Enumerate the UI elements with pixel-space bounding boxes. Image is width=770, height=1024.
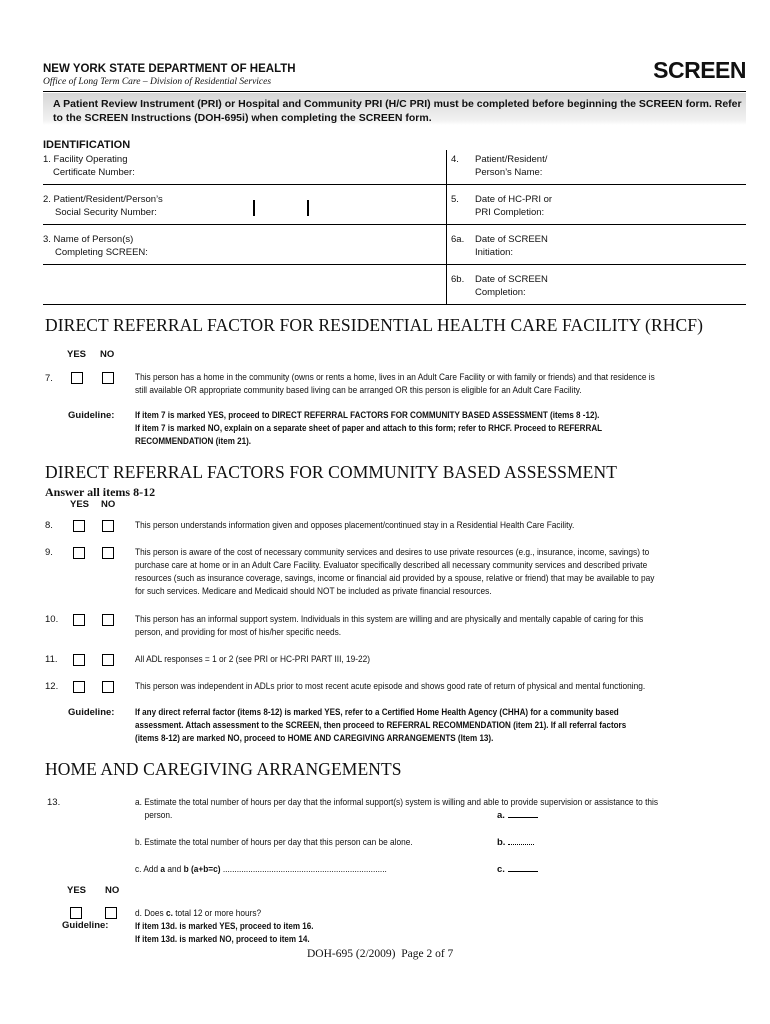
- field-6a-label-line-2: Initiation:: [475, 247, 514, 258]
- rhcf-guide-line-1: If item 7 is marked YES, proceed to DIRECT REFERRAL FACTORS FOR COMMUNITY BASED ASSESSMENT (items 8 -12).: [135, 410, 600, 421]
- item-10-yes-checkbox[interactable]: [73, 614, 85, 626]
- ssn-separator-1: [253, 200, 255, 216]
- item-13d-c: c.: [165, 908, 173, 919]
- ssn-separator-2: [307, 200, 309, 216]
- facility-operating-certificate-field[interactable]: [43, 153, 135, 179]
- header-divider: [43, 91, 746, 92]
- item-13d-yes-checkbox[interactable]: [70, 907, 82, 919]
- item-7-text: [135, 371, 655, 397]
- item-12-yes-checkbox[interactable]: [73, 681, 85, 693]
- field-4-number: 4.: [451, 154, 459, 165]
- item-13-number: 13.: [47, 797, 61, 808]
- item-13c-prefix: c. Add: [135, 864, 161, 875]
- cba-section-title: DIRECT REFERRAL FACTORS FOR COMMUNITY BASED ASSESSMENT: [45, 462, 617, 482]
- id-row-divider-2: [43, 224, 746, 225]
- item-9-no-checkbox[interactable]: [102, 547, 114, 559]
- item-9-line-2: purchase care at home or in an Adult Care Facility. Evaluator specifically described all necessary community services and described private: [135, 560, 648, 571]
- field-5-label-line-1: Date of HC-PRI or: [475, 194, 553, 205]
- rhcf-no-header: NO: [100, 349, 115, 360]
- item-13d-text: [135, 907, 261, 920]
- item-10-line-1: This person has an informal support system. Individuals in this system are willing and are physically and mentally capable of caring for this: [135, 614, 644, 625]
- field-5-label-line-2: PRI Completion:: [475, 207, 545, 218]
- field-1-label-line-2: Certificate Number:: [53, 167, 135, 178]
- cba-guide-line-3: (items 8-12) are marked NO, proceed to HOME AND CAREGIVING ARRANGEMENTS (Item 13).: [135, 733, 494, 744]
- item-13c-text: [135, 863, 387, 876]
- item-13a-answer-label: a.: [497, 810, 505, 821]
- field-3-label-line-2: Completing SCREEN:: [55, 247, 148, 258]
- field-6a-labels: [475, 233, 548, 259]
- cba-guideline-text: [135, 706, 626, 745]
- cba-no-header: NO: [101, 499, 116, 510]
- field-1-label-line-1: 1. Facility Operating: [43, 154, 128, 165]
- field-2-label-line-2: Social Security Number:: [55, 207, 157, 218]
- item-10-line-2: person, and providing for most of his/her specific needs.: [135, 627, 342, 638]
- notice-line-2: to the SCREEN Instructions (DOH-695i) when completing the SCREEN form.: [53, 112, 432, 124]
- item-13d-prefix: d. Does: [135, 908, 166, 919]
- home-guide-line-2: If item 13d. is marked NO, proceed to item 14.: [135, 934, 310, 945]
- field-6b-labels: [475, 273, 548, 299]
- item-7-yes-checkbox[interactable]: [71, 372, 83, 384]
- field-4-label-line-1: Patient/Resident/: [475, 154, 548, 165]
- item-10-no-checkbox[interactable]: [102, 614, 114, 626]
- item-11-no-checkbox[interactable]: [102, 654, 114, 666]
- patient-name-field[interactable]: [451, 153, 459, 166]
- item-8-number: 8.: [45, 520, 53, 531]
- rhcf-yes-header: YES: [67, 349, 87, 360]
- home-yes-header: YES: [67, 885, 87, 896]
- rhcf-section-title: DIRECT REFERRAL FACTOR FOR RESIDENTIAL HEALTH CARE FACILITY (RHCF): [45, 315, 704, 335]
- home-guide-line-1: If item 13d. is marked YES, proceed to item 16.: [135, 921, 314, 932]
- field-2-label-line-1: 2. Patient/Resident/Person’s: [43, 194, 163, 205]
- item-10-text: [135, 613, 643, 639]
- item-13c-dots: .......................................................................: [220, 864, 387, 875]
- item-13c-answer-label: c.: [497, 864, 505, 875]
- item-12-text: [135, 680, 645, 693]
- agency-name: NEW YORK STATE DEPARTMENT OF HEALTH: [43, 63, 296, 75]
- item-13c-answer-line: [508, 863, 538, 872]
- item-8-yes-checkbox[interactable]: [73, 520, 85, 532]
- field-4-label-line-2: Person’s Name:: [475, 167, 543, 178]
- item-13a-text: [135, 796, 658, 822]
- cba-guideline-label: Guideline:: [68, 707, 115, 718]
- item-13a-answer-line: [508, 809, 538, 818]
- item-13a-line-2: person.: [144, 810, 173, 821]
- item-8-no-checkbox[interactable]: [102, 520, 114, 532]
- item-13c-answer-field[interactable]: [497, 863, 538, 875]
- rhcf-guide-line-2: If item 7 is marked NO, explain on a separate sheet of paper and attach to this form; refer to RHCF. Proceed to REFERRAL: [135, 423, 603, 434]
- item-12-line-1: This person was independent in ADLs prior to most recent acute episode and shows good rate of return of physical and mental functioning.: [135, 681, 646, 692]
- field-3-label-line-1: 3. Name of Person(s): [43, 234, 134, 245]
- home-no-header: NO: [105, 885, 120, 896]
- item-7-line-2: still available OR appropriate community based living can be arranged OR this person is eligible for an Adult Care Facility.: [135, 385, 582, 396]
- rhcf-guideline-label: Guideline:: [68, 410, 115, 421]
- item-7-no-checkbox[interactable]: [102, 372, 114, 384]
- id-bottom-rule: [43, 304, 746, 305]
- item-13c-and: and: [165, 864, 184, 875]
- item-13a-answer-field[interactable]: [497, 809, 538, 821]
- rhcf-guideline-text: [135, 409, 602, 448]
- cba-guide-line-2: assessment. Attach assessment to the SCREEN, then proceed to REFERRAL RECOMMENDATION (item 21). If all referral factors: [135, 720, 627, 731]
- field-5-number: 5.: [451, 194, 459, 205]
- item-13a-line-1: a. Estimate the total number of hours per day that the informal support(s) system is willing and able to provide supervision or assistance to this: [135, 797, 659, 808]
- home-guideline-text: [135, 920, 313, 946]
- home-section-title: HOME AND CAREGIVING ARRANGEMENTS: [45, 759, 402, 779]
- field-6a-number: 6a.: [451, 234, 465, 245]
- item-9-line-4: for such services. Medicare and Medicaid should NOT be included as private financial resources.: [135, 586, 492, 597]
- field-6a-label-line-1: Date of SCREEN: [475, 234, 548, 245]
- item-12-number: 12.: [45, 681, 59, 692]
- item-13d-no-checkbox[interactable]: [105, 907, 117, 919]
- item-12-no-checkbox[interactable]: [102, 681, 114, 693]
- item-13b-text: b. Estimate the total number of hours per day that this person can be alone.: [135, 837, 413, 848]
- field-6b-label-line-1: Date of SCREEN: [475, 274, 548, 285]
- item-7-number: 7.: [45, 373, 53, 384]
- item-11-number: 11.: [45, 654, 58, 665]
- item-13c-b: b: [183, 864, 189, 875]
- item-8-text: [135, 519, 574, 532]
- item-11-text: [135, 653, 370, 666]
- item-9-text: [135, 546, 654, 598]
- notice-line-1: A Patient Review Instrument (PRI) or Hospital and Community PRI (H/C PRI) must be completed before beginning the SCREEN form. Refer: [53, 98, 742, 110]
- field-4-labels: [475, 153, 547, 179]
- item-10-number: 10.: [45, 614, 59, 625]
- home-guideline-label: Guideline:: [62, 920, 109, 931]
- identification-title: IDENTIFICATION: [43, 139, 131, 151]
- item-11-yes-checkbox[interactable]: [73, 654, 85, 666]
- screen-initiation-date-field[interactable]: [451, 233, 464, 246]
- item-9-number: 9.: [45, 547, 53, 558]
- id-row-divider-3: [43, 264, 746, 265]
- persons-completing-screen-field[interactable]: [43, 233, 148, 259]
- field-6b-number: 6b.: [451, 274, 465, 285]
- item-8-line-1: This person understands information given and opposes placement/continued stay in a Residential Health Care Facility.: [135, 520, 575, 531]
- item-9-line-1: This person is aware of the cost of necessary community services and desires to use private resources (e.g., insurance, income, savings) to: [135, 547, 650, 558]
- office-name: Office of Long Term Care – Division of Residential Services: [43, 77, 272, 87]
- screen-completion-date-field[interactable]: [451, 273, 464, 286]
- item-13b-answer-line: [508, 836, 534, 845]
- item-7-line-1: This person has a home in the community (owns or rents a home, lives in an Adult Care Facility or with family or friends) and that residence is: [135, 372, 655, 383]
- item-9-yes-checkbox[interactable]: [73, 547, 85, 559]
- pri-completion-date-field[interactable]: [451, 193, 459, 206]
- item-13c-a: a: [160, 864, 166, 875]
- field-5-labels: [475, 193, 552, 219]
- page-footer: DOH-695 (2/2009) Page 2 of 7: [307, 948, 454, 960]
- cba-yes-header: YES: [70, 499, 90, 510]
- item-9-line-3: resources (such as insurance coverage, savings, income or financial aid provided by a spouse, relative or friend) that may be available to pay: [135, 573, 655, 584]
- id-row-divider-1: [43, 184, 746, 185]
- item-11-line-1: All ADL responses = 1 or 2 (see PRI or HC-PRI PART III, 19-22): [135, 654, 371, 665]
- form-title: SCREEN: [653, 57, 746, 83]
- id-column-divider: [446, 150, 447, 304]
- item-13b-answer-field[interactable]: [497, 836, 534, 848]
- item-13d-suffix: total 12 or more hours?: [172, 908, 262, 919]
- social-security-number-field[interactable]: [43, 193, 163, 219]
- item-13c-formula: (a+b=c): [188, 864, 221, 875]
- cba-subtitle: Answer all items 8-12: [45, 485, 156, 499]
- rhcf-guide-line-3: RECOMMENDATION (item 21).: [135, 436, 252, 447]
- notice-bar: [43, 93, 746, 125]
- cba-guide-line-1: If any direct referral factor (items 8-12) is marked YES, refer to a Certified Home Health Agency (CHHA) for a community based: [135, 707, 619, 718]
- item-13b-answer-label: b.: [497, 837, 506, 848]
- field-6b-label-line-2: Completion:: [475, 287, 526, 298]
